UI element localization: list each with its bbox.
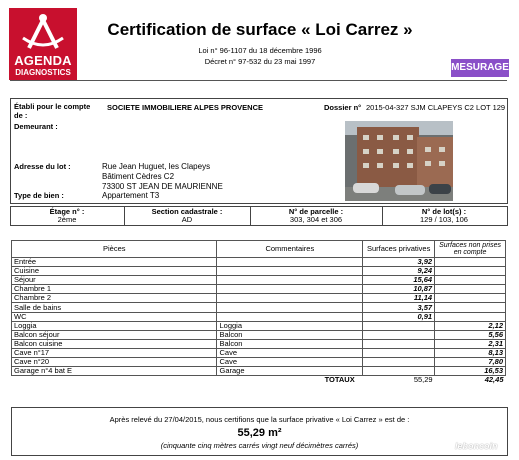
header-pieces: Pièces bbox=[12, 241, 217, 258]
decree-reference: Décret n° 97-532 du 23 mai 1997 bbox=[204, 57, 316, 66]
surfaces-table bbox=[11, 240, 506, 384]
room-name: Séjour bbox=[12, 276, 217, 285]
room-name: Salle de bains bbox=[12, 303, 217, 312]
page-title: Certification de surface « Loi Carrez » bbox=[107, 20, 413, 39]
room-name: Garage n°4 bat E bbox=[12, 367, 217, 376]
lots-value: 129 / 103, 106 bbox=[420, 215, 468, 224]
room-surface-privative: 3,57 bbox=[363, 303, 435, 312]
room-surface-privative bbox=[363, 348, 435, 357]
room-surface-privative: 15,64 bbox=[363, 276, 435, 285]
result-words: (cinquante cinq mètres carrés vingt neuf décimètres carrés) bbox=[160, 441, 359, 450]
adresse-line3: 73300 ST JEAN DE MAURIENNE bbox=[102, 182, 223, 191]
watermark: leboncoin bbox=[455, 441, 498, 451]
room-surface-privative bbox=[363, 339, 435, 348]
room-surface-non-comptee: 2,12 bbox=[435, 321, 506, 330]
room-surface-non-comptee bbox=[435, 303, 506, 312]
parcelle-value: 303, 304 et 306 bbox=[289, 215, 343, 224]
header-surfaces-privatives: Surfaces privatives bbox=[363, 241, 435, 258]
dossier-value: 2015-04-327 SJM CLAPEYS C2 LOT 129 bbox=[366, 103, 506, 112]
compass-icon bbox=[9, 8, 77, 52]
etage-value: 2ème bbox=[57, 215, 77, 224]
adresse-line2: Bâtiment Cèdres C2 bbox=[102, 172, 175, 181]
table-row bbox=[12, 348, 506, 357]
room-comment bbox=[217, 267, 363, 276]
total-non-comptee: 42,45 bbox=[484, 375, 504, 385]
room-surface-privative: 3,92 bbox=[363, 258, 435, 267]
room-surface-non-comptee: 5,56 bbox=[435, 330, 506, 339]
table-row bbox=[12, 358, 506, 367]
room-comment: Balcon bbox=[217, 339, 363, 348]
header-surfaces-non-comptees: Surfaces non prises en compte bbox=[435, 241, 506, 258]
room-surface-privative: 9,24 bbox=[363, 267, 435, 276]
room-comment: Balcon bbox=[217, 330, 363, 339]
mesurage-badge: MESURAGE bbox=[451, 59, 509, 77]
room-comment bbox=[217, 294, 363, 303]
type-label: Type de bien : bbox=[14, 191, 64, 200]
demeurant-label: Demeurant : bbox=[14, 122, 58, 131]
room-name: Balcon séjour bbox=[12, 330, 217, 339]
law-reference: Loi n° 96-1107 du 18 décembre 1996 bbox=[198, 46, 322, 55]
lots-label: N° de lot(s) : bbox=[421, 207, 467, 216]
room-name: WC bbox=[12, 312, 217, 321]
room-comment bbox=[217, 312, 363, 321]
room-surface-privative bbox=[363, 358, 435, 367]
section-label: Section cadastrale : bbox=[151, 207, 223, 216]
total-privative: 55,29 bbox=[413, 375, 433, 385]
etabli-label: Établi pour le compte de : bbox=[14, 102, 91, 120]
table-row bbox=[12, 330, 506, 339]
logo-line1: AGENDA bbox=[14, 53, 72, 68]
room-name: Cave n°17 bbox=[12, 348, 217, 357]
building-photo bbox=[345, 121, 453, 201]
room-comment: Loggia bbox=[217, 321, 363, 330]
room-comment bbox=[217, 258, 363, 267]
room-name: Chambre 2 bbox=[12, 294, 217, 303]
table-row bbox=[12, 303, 506, 312]
room-surface-non-comptee: 7,80 bbox=[435, 358, 506, 367]
room-comment bbox=[217, 276, 363, 285]
header-commentaires: Commentaires bbox=[217, 241, 363, 258]
room-comment: Cave bbox=[217, 348, 363, 357]
etabli-value: SOCIETE IMMOBILIERE ALPES PROVENCE bbox=[107, 103, 263, 112]
room-name: Cave n°20 bbox=[12, 358, 217, 367]
result-statement: Après relevé du 27/04/2015, nous certifions que la surface privative « Loi Carrez » est de : bbox=[109, 415, 410, 424]
room-comment bbox=[217, 303, 363, 312]
room-surface-non-comptee bbox=[435, 276, 506, 285]
room-surface-non-comptee bbox=[435, 258, 506, 267]
section-value: AD bbox=[181, 215, 193, 224]
room-name: Loggia bbox=[12, 321, 217, 330]
room-surface-non-comptee bbox=[435, 312, 506, 321]
room-comment: Cave bbox=[217, 358, 363, 367]
type-value: Appartement T3 bbox=[102, 191, 160, 200]
room-surface-non-comptee bbox=[435, 267, 506, 276]
room-surface-privative bbox=[363, 330, 435, 339]
totals-row bbox=[12, 376, 506, 385]
agenda-diagnostics-logo bbox=[9, 8, 77, 80]
totals-label: TOTAUX bbox=[324, 375, 355, 385]
room-comment: Garage bbox=[217, 367, 363, 376]
room-surface-non-comptee: 8,13 bbox=[435, 348, 506, 357]
room-surface-non-comptee: 2,31 bbox=[435, 339, 506, 348]
table-row bbox=[12, 294, 506, 303]
room-name: Entrée bbox=[12, 258, 217, 267]
table-row bbox=[12, 312, 506, 321]
room-surface-non-comptee: 16,53 bbox=[435, 367, 506, 376]
room-name: Balcon cuisine bbox=[12, 339, 217, 348]
room-surface-privative bbox=[363, 321, 435, 330]
result-surface: 55,29 m² bbox=[237, 427, 282, 439]
room-name: Chambre 1 bbox=[12, 285, 217, 294]
room-name: Cuisine bbox=[12, 267, 217, 276]
adresse-line1: Rue Jean Huguet, les Clapeys bbox=[102, 162, 211, 171]
room-surface-non-comptee bbox=[435, 285, 506, 294]
divider bbox=[10, 80, 507, 81]
etage-label: Étage n° : bbox=[49, 207, 85, 216]
room-comment bbox=[217, 285, 363, 294]
logo-line2: DIAGNOSTICS bbox=[15, 68, 71, 77]
adresse-label: Adresse du lot : bbox=[14, 162, 71, 171]
room-surface-privative: 0,91 bbox=[363, 312, 435, 321]
certification-result-box bbox=[11, 407, 508, 456]
table-row bbox=[12, 339, 506, 348]
parcelle-label: N° de parcelle : bbox=[288, 207, 344, 216]
room-surface-non-comptee bbox=[435, 294, 506, 303]
dossier-label: Dossier n° bbox=[324, 103, 362, 112]
room-surface-privative: 11,14 bbox=[363, 294, 435, 303]
table-row bbox=[12, 321, 506, 330]
room-surface-privative: 10,87 bbox=[363, 285, 435, 294]
